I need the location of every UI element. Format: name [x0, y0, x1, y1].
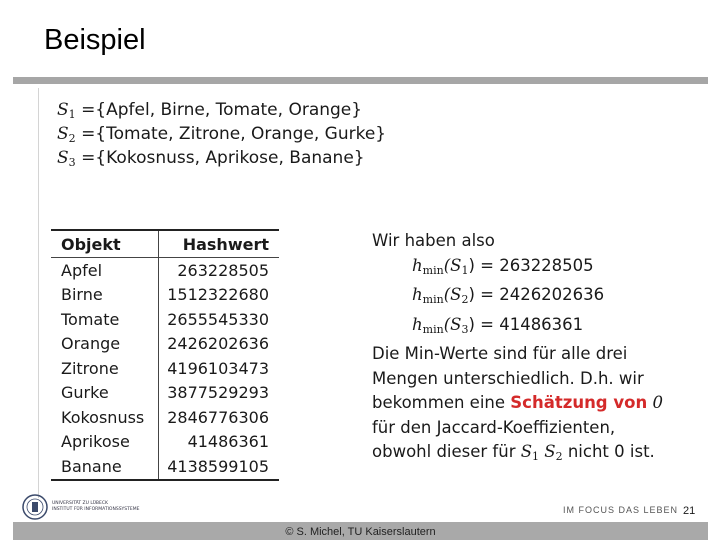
table-row: Tomate 2655545330 [51, 307, 279, 332]
table-row: Birne 1512322680 [51, 283, 279, 308]
title-divider [13, 77, 708, 84]
table-row: Banane 4138599105 [51, 454, 279, 479]
slide-title: Beispiel [44, 24, 146, 56]
hmin-equation: $h_{min}(S_3) = 41486361$ [412, 314, 584, 336]
hmin-equation: $h_{min}(S_1) = 263228505$ [412, 255, 594, 277]
set-definitions [57, 98, 386, 170]
seal-icon [22, 492, 48, 522]
slide-content [38, 88, 699, 498]
header-objekt: Objekt [51, 231, 159, 257]
text-line: bekommen eine Schätzung von 0 [372, 393, 663, 412]
table-row: Aprikose 41486361 [51, 430, 279, 455]
table-row: Orange 2426202636 [51, 332, 279, 357]
text-line: Die Min-Werte sind für alle drei [372, 344, 628, 363]
table-row: Kokosnuss 2846776306 [51, 405, 279, 430]
logo-text: UNIVERSITÄT ZU LÜBECK INSTITUT FÜR INFORMATIONSSYSTEME [52, 501, 140, 512]
text-line: für den Jaccard-Koeffizienten, [372, 417, 616, 437]
table-row: Gurke 3877529293 [51, 381, 279, 406]
explanation-text [372, 229, 702, 470]
copyright-text: © S. Michel, TU Kaiserslautern [285, 526, 436, 538]
page-number: 21 [683, 505, 696, 517]
text-line: Mengen unterschiedlich. D.h. wir [372, 368, 644, 388]
text-line: obwohl dieser für $S_1$ $S_2$ nicht 0 ist. [372, 442, 655, 463]
university-logo [22, 492, 152, 522]
header-hashwert: Hashwert [182, 234, 269, 254]
set-definition: $S_2$ ={Tomate, Zitrone, Orange, Gurke} [57, 124, 387, 145]
set-definition: $S_1$ ={Apfel, Birne, Tomate, Orange} [57, 100, 363, 121]
footer-bar [13, 522, 708, 540]
hash-table [51, 229, 279, 481]
intro-line: Wir haben also [372, 231, 495, 250]
table-header [51, 231, 279, 258]
table-row: Apfel 263228505 [51, 258, 279, 283]
table-row: Zitrone 4196103473 [51, 356, 279, 381]
hmin-equation: $h_{min}(S_2) = 2426202636$ [412, 285, 605, 306]
tagline: IM FOCUS DAS LEBEN [563, 505, 679, 515]
highlight-estimate: Schätzung von [510, 393, 648, 412]
set-definition: $S_3$ ={Kokosnuss, Aprikose, Banane} [57, 148, 365, 169]
